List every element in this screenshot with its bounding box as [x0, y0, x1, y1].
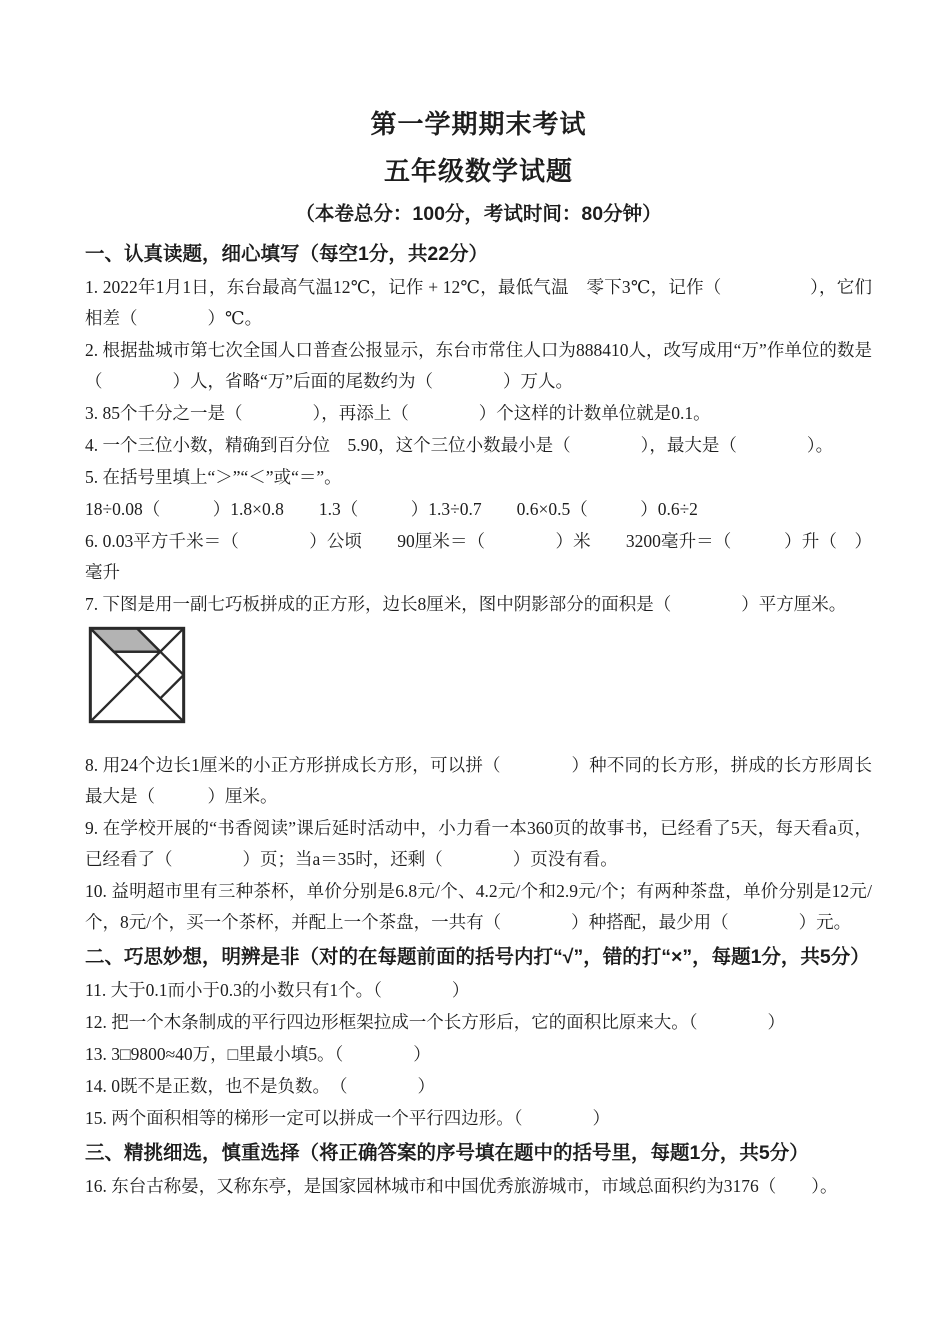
- question-3: 3. 85个千分之一是（ ），再添上（ ）个这样的计数单位就是0.1。: [85, 403, 711, 424]
- question-5-comparisons: 18÷0.08（ ）1.8×0.8 1.3（ ）1.3÷0.7 0.6×0.5（ ）0.6÷2: [85, 499, 698, 520]
- question-4: 4. 一个三位小数，精确到百分位 5.90，这个三位小数最小是（ ），最大是（ ）。: [85, 435, 834, 456]
- question-7: 7. 下图是用一副七巧板拼成的正方形，边长8厘米，图中阴影部分的面积是（ ）平方厘米。: [85, 594, 847, 615]
- question-12: 12. 把一个木条制成的平行四边形框架拉成一个长方形后，它的面积比原来大。（ ）: [85, 1012, 785, 1033]
- section-2-heading: 二、巧思妙想，明辨是非（对的在每题前面的括号内打“√”，错的打“×”，每题1分，共5分）: [85, 946, 870, 969]
- exam-meta: （本卷总分：100分，考试时间：80分钟）: [295, 202, 662, 225]
- question-2: 2. 根据盐城市第七次全国人口普查公报显示，东台市常住人口为888410人，改写成用“万”作单位的数是（ ）人，省略“万”后面的尾数约为（ ）万人。: [85, 340, 872, 392]
- question-9: 9. 在学校开展的“书香阅读”课后延时活动中，小力看一本360页的故事书，已经看了5天，每天看a页，已经看了（ ）页；当a＝35时，还剩（ ）页没有看。: [85, 818, 872, 870]
- tangram-figure-svg: [87, 626, 187, 724]
- question-11: 11. 大于0.1而小于0.3的小数只有1个。（ ）: [85, 980, 470, 1001]
- question-8: 8. 用24个边长1厘米的小正方形拼成长方形，可以拼（ ）种不同的长方形，拼成的长方形周长最大是（ ）厘米。: [85, 755, 872, 807]
- tangram-square-piece-upper-edge: [160, 652, 183, 675]
- question-10: 10. 益明超市里有三种茶杯，单价分别是6.8元/个、4.2元/个和2.9元/个；有两种茶盘，单价分别是12元/个，8元/个，买一个茶杯，并配上一个茶盘，一共有（ ）种搭配，最少用（ ）元。: [85, 881, 872, 933]
- tangram-figure: [87, 626, 187, 724]
- exam-title-line2: 五年级数学试题: [383, 155, 573, 186]
- question-13: 13. 3□9800≈40万，□里最小填5。（ ）: [85, 1044, 431, 1065]
- question-6: 6. 0.03平方千米＝（ ）公顷 90厘米＝（ ）米 3200毫升＝（ ）升（ ）毫升: [85, 531, 872, 583]
- tangram-square-piece-lower-edge: [160, 675, 183, 698]
- question-16: 16. 东台古称晏，又称东亭，是国家园林城市和中国优秀旅游城市，市域总面积约为3176（ ）。: [85, 1176, 838, 1197]
- exam-title-line1: 第一学期期末考试: [370, 109, 587, 139]
- question-1: 1. 2022年1月1日，东台最高气温12℃，记作 + 12℃，最低气温 零下3℃，记作（ ），它们相差（ ）℃。: [85, 277, 872, 329]
- section-1-heading: 一、认真读题，细心填写（每空1分，共22分）: [85, 243, 489, 266]
- question-15: 15. 两个面积相等的梯形一定可以拼成一个平行四边形。（ ）: [85, 1108, 610, 1129]
- section-3-heading: 三、精挑细选，慎重选择（将正确答案的序号填在题中的括号里，每题1分，共5分）: [85, 1142, 809, 1165]
- question-5: 5. 在括号里填上“＞”“＜”或“＝”。: [85, 467, 342, 488]
- question-14: 14. 0既不是正数，也不是负数。 （ ）: [85, 1076, 435, 1097]
